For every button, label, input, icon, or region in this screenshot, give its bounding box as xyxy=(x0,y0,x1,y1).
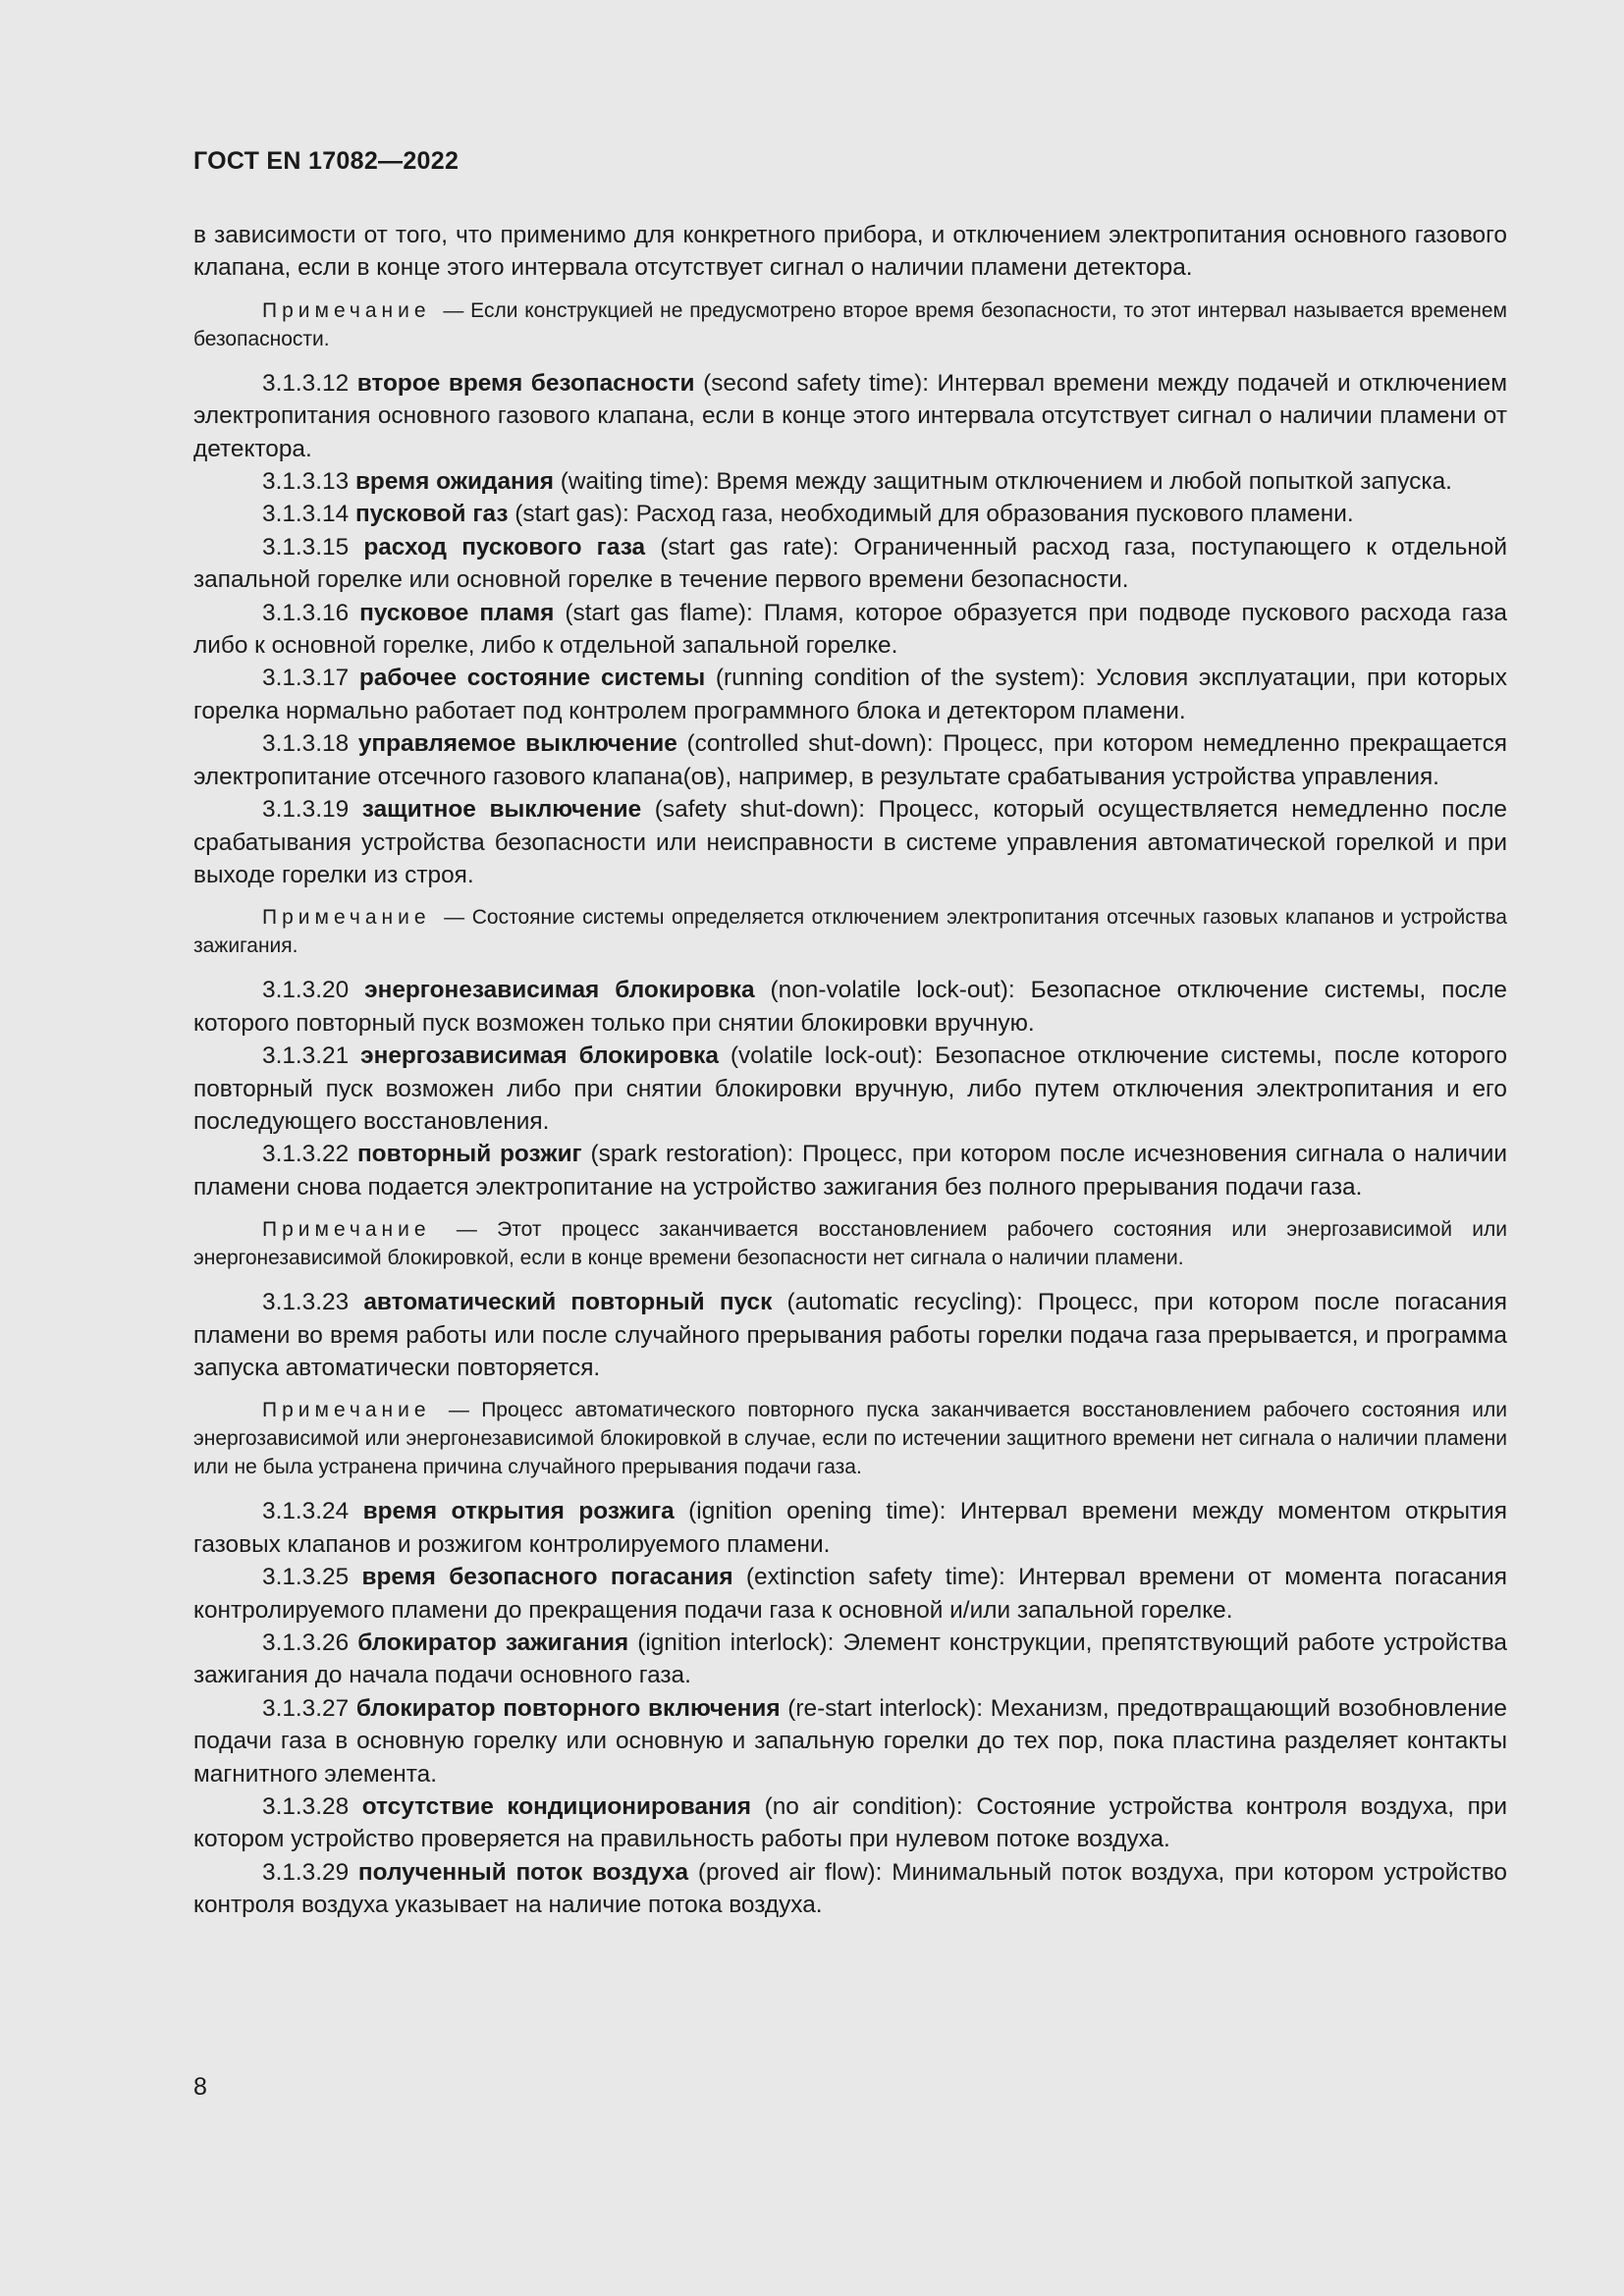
note-label: Примечание xyxy=(262,298,431,322)
definition-term: энергозависимая блокировка xyxy=(360,1042,719,1070)
definition-text: (start gas): Расход газа, необходимый для образования пускового пламени. xyxy=(508,501,1354,528)
definition-term: пусковой газ xyxy=(354,501,509,528)
definition-term: второе время безопасности xyxy=(356,369,695,397)
note-paragraph xyxy=(193,903,1507,960)
definition-number: 3.1.3.17 xyxy=(262,665,350,692)
definition-paragraph xyxy=(193,1040,1507,1138)
note-text: — Если конструкцией не предусмотрено второе время безопасности, то этот интервал называется временем безопасности. xyxy=(193,298,1507,350)
definition-term: энергонезависимая блокировка xyxy=(364,977,755,1004)
definition-paragraph xyxy=(193,367,1507,465)
definition-paragraph xyxy=(193,465,1507,498)
definition-text: (ignition interlock): Элемент конструкции, препятствующий работе устройства зажигания до начала подачи основного газа. xyxy=(193,1629,1507,1689)
note-paragraph xyxy=(193,1396,1507,1481)
definition-term: управляемое выключение xyxy=(357,730,677,758)
definition-term: повторный розжиг xyxy=(356,1141,582,1168)
definition-text: (non-volatile lock-out): Безопасное отключение системы, после которого повторный пуск возможен только при снятии блокировки вручную. xyxy=(193,977,1508,1037)
note-text: — Состояние системы определяется отключением электропитания отсечных газовых клапанов и устройства зажигания. xyxy=(193,906,1507,958)
definition-text: (volatile lock-out): Безопасное отключение системы, после которого повторный пуск возможен либо при снятии блокировки вручную, либо путем отключения электропитания и его последующего восстановления. xyxy=(193,1042,1508,1135)
definition-paragraph xyxy=(193,1627,1507,1692)
intro-paragraph: в зависимости от того, что применимо для конкретного прибора, и отключением электропитания основного газового клапана, если в конце этого интервала отсутствует сигнал о наличии пламени детектора. xyxy=(193,222,1507,282)
note-text: — Процесс автоматического повторного пуска заканчивается восстановлением рабочего состояния или энергозависимой или энергонезависимой блокировкой в случае, если по истечении защитного времени нет сигнала о наличии пламени или не была устранена причина случайного прерывания подачи газа. xyxy=(193,1399,1507,1479)
definition-number: 3.1.3.19 xyxy=(262,796,350,824)
definition-number: 3.1.3.14 xyxy=(262,501,350,528)
note-paragraph xyxy=(193,296,1507,353)
definition-text: (spark restoration): Процесс, при котором после исчезновения сигнала о наличии пламени снова подается электропитание на устройство зажигания без полного прерывания подачи газа. xyxy=(193,1141,1508,1201)
definition-text: (ignition opening time): Интервал времени между моментом открытия газовых клапанов и розжигом контролируемого пламени. xyxy=(193,1498,1507,1558)
definition-term: пусковое пламя xyxy=(359,599,555,626)
definition-paragraph xyxy=(193,662,1507,727)
definition-paragraph xyxy=(193,974,1507,1040)
definition-paragraph xyxy=(193,1286,1507,1384)
definition-text: (running condition of the system): Условия эксплуатации, при которых горелка нормально работает под контролем программного блока и детектором пламени. xyxy=(193,665,1507,724)
definition-paragraph xyxy=(193,597,1507,663)
definition-text: (controlled shut-down): Процесс, при котором немедленно прекращается электропитание отсечного газового клапана(ов), например, в результате срабатывания устройства управления. xyxy=(193,730,1507,790)
definition-term: полученный поток воздуха xyxy=(357,1858,689,1886)
note-label: Примечание xyxy=(262,1218,431,1242)
definition-number: 3.1.3.22 xyxy=(262,1141,350,1168)
note-paragraph xyxy=(193,1215,1507,1272)
definition-term: расход пускового газа xyxy=(363,533,646,561)
definition-number: 3.1.3.20 xyxy=(262,977,350,1004)
definition-number: 3.1.3.24 xyxy=(262,1498,350,1525)
document-header: ГОСТ EN 17082—2022 xyxy=(193,147,460,175)
definition-number: 3.1.3.16 xyxy=(262,599,350,626)
definition-term: автоматический повторный пуск xyxy=(363,1289,773,1316)
definition-number: 3.1.3.25 xyxy=(262,1564,350,1591)
definition-text: (start gas rate): Ограниченный расход газа, поступающего к отдельной запальной горелке или основной горелке в течение первого времени безопасности. xyxy=(193,533,1507,594)
definition-text: (proved air flow): Минимальный поток воздуха, при котором устройство контроля воздуха указывает на наличие потока воздуха. xyxy=(193,1858,1507,1919)
definition-number: 3.1.3.28 xyxy=(262,1793,350,1821)
definition-number: 3.1.3.18 xyxy=(262,730,350,758)
definition-number: 3.1.3.21 xyxy=(262,1042,350,1070)
definition-paragraph xyxy=(193,1790,1507,1856)
definition-paragraph xyxy=(193,727,1507,793)
definition-number: 3.1.3.23 xyxy=(262,1289,350,1316)
definition-paragraph xyxy=(193,498,1507,530)
definition-term: время открытия розжига xyxy=(362,1498,675,1525)
definition-text: (waiting time): Время между защитным отключением и любой попыткой запуска. xyxy=(554,468,1452,496)
document-body xyxy=(193,219,1507,1922)
definition-term: защитное выключение xyxy=(361,796,642,824)
definition-text: (safety shut-down): Процесс, который осуществляется немедленно после срабатывания устройства безопасности или неисправности в системе управления автоматической горелкой и при выходе горелки из строя. xyxy=(193,796,1507,888)
definition-text: (re-start interlock): Механизм, предотвращающий возобновление подачи газа в основную горелку или основную и запальную горелки до тех пор, пока пластина разделяет контакты магнитного элемента. xyxy=(193,1694,1507,1788)
note-label: Примечание xyxy=(262,906,431,930)
definition-paragraph xyxy=(193,1561,1507,1627)
definition-term: время ожидания xyxy=(354,468,554,496)
definition-text: (second safety time): Интервал времени между подачей и отключением электропитания основного газового клапана, если в конце этого интервала отсутствует сигнал о наличии пламени от детектора. xyxy=(193,369,1507,462)
definition-paragraph xyxy=(193,793,1507,891)
definition-number: 3.1.3.26 xyxy=(262,1629,350,1656)
definition-term: блокиратор зажигания xyxy=(357,1629,629,1656)
note-label: Примечание xyxy=(262,1399,431,1422)
definition-text: (extinction safety time): Интервал времени от момента погасания контролируемого пламени до прекращения подачи газа к основной и/или запальной горелке. xyxy=(193,1564,1507,1624)
definition-paragraph xyxy=(193,531,1507,597)
definition-number: 3.1.3.15 xyxy=(262,533,350,561)
definition-term: время безопасного погасания xyxy=(361,1564,733,1591)
definition-term: отсутствие кондиционирования xyxy=(361,1793,751,1821)
definition-text: (automatic recycling): Процесс, при котором после погасания пламени во время работы или после случайного прерывания работы горелки подача газа прерывается, и программа запуска автоматически повторяется. xyxy=(193,1289,1507,1381)
definition-number: 3.1.3.12 xyxy=(262,369,350,397)
definition-paragraph xyxy=(193,1138,1507,1203)
definition-term: блокиратор повторного включения xyxy=(355,1694,781,1722)
definition-text: (no air condition): Состояние устройства контроля воздуха, при котором устройство проверяется на правильность работы при нулевом потоке воздуха. xyxy=(193,1793,1507,1853)
definition-number: 3.1.3.27 xyxy=(262,1694,350,1722)
definition-text: (start gas flame): Пламя, которое образуется при подводе пускового расхода газа либо к основной горелке, либо к отдельной запальной горелке. xyxy=(193,599,1507,660)
definition-paragraph xyxy=(193,1692,1507,1790)
definition-number: 3.1.3.29 xyxy=(262,1858,350,1886)
definition-paragraph xyxy=(193,1495,1507,1561)
note-text: — Этот процесс заканчивается восстановлением рабочего состояния или энергозависимой или энергонезависимой блокировкой, если в конце времени безопасности нет сигнала о наличии пламени. xyxy=(193,1218,1507,1270)
page-number: 8 xyxy=(193,2073,207,2101)
definition-term: рабочее состояние системы xyxy=(358,665,706,692)
definition-paragraph xyxy=(193,1856,1507,1922)
definition-number: 3.1.3.13 xyxy=(262,468,350,496)
